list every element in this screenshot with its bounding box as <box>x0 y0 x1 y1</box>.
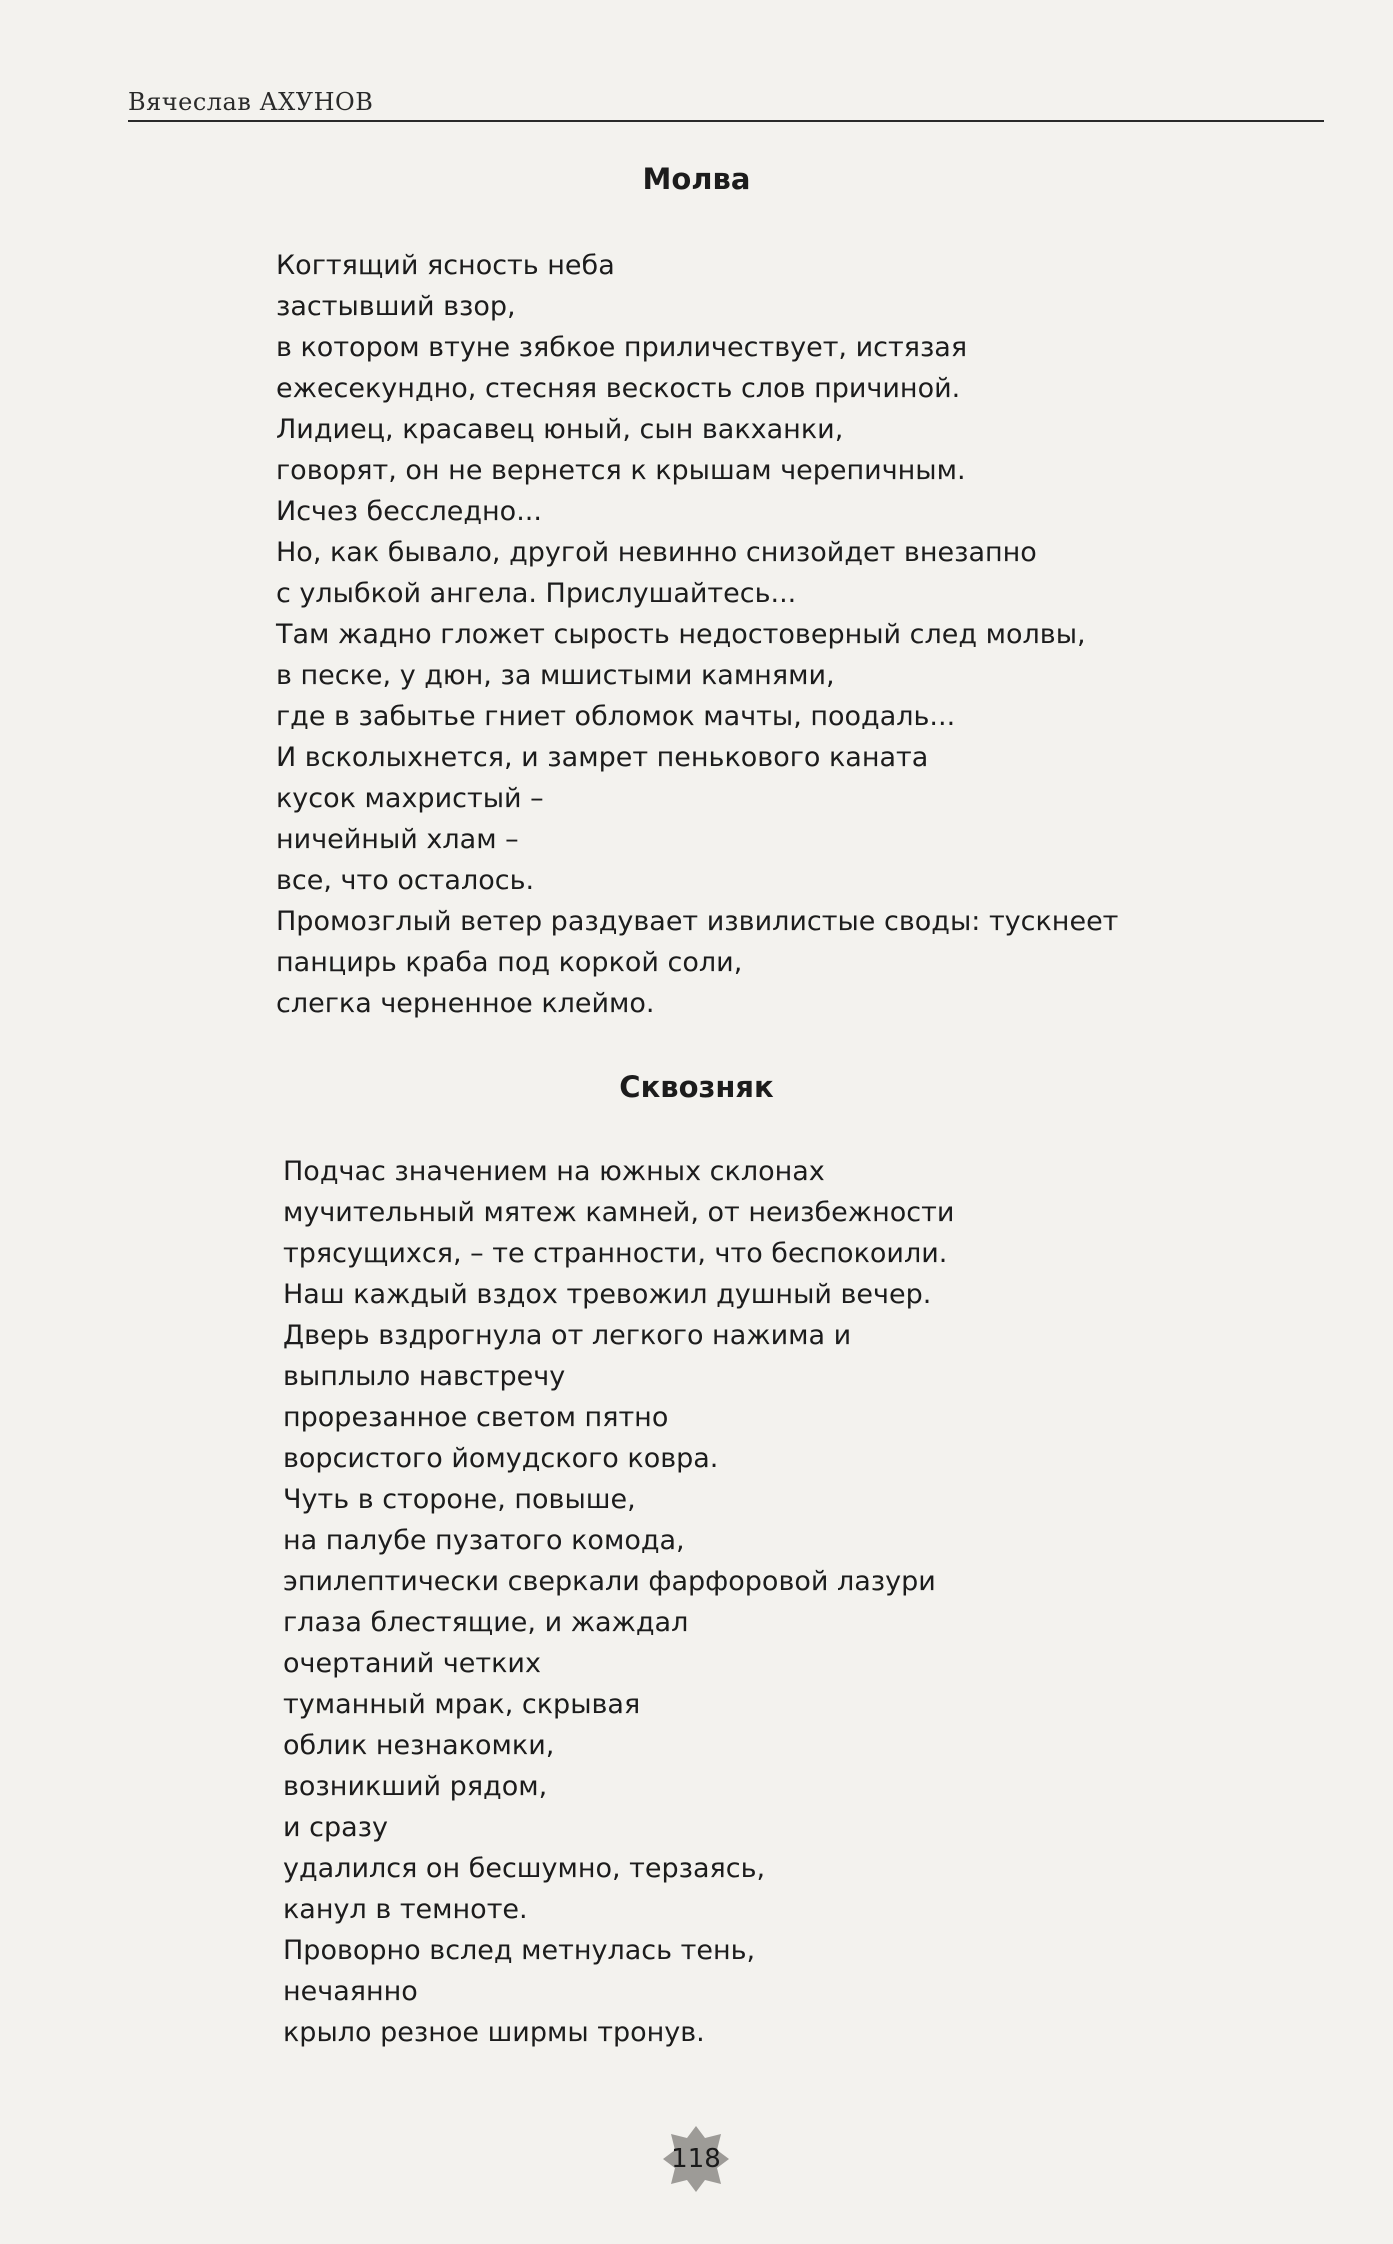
poem-line: Наш каждый вздох тревожил душный вечер. <box>283 1279 932 1310</box>
poem-line: в котором втуне зябкое приличествует, истязая <box>276 332 968 363</box>
poem-line: Но, как бывало, другой невинно снизойдет внезапно <box>276 537 1037 568</box>
poem-line: трясущихся, – те странности, что беспокоили. <box>283 1238 948 1269</box>
poem-line: Проворно вслед метнулась тень, <box>283 1935 756 1966</box>
poem-line: канул в темноте. <box>283 1894 528 1925</box>
poem-molva <box>276 245 1118 1024</box>
author-name: Вячеслав АХУНОВ <box>128 88 374 116</box>
poem-line: слегка черненное клеймо. <box>276 988 655 1019</box>
poem-line: ежесекундно, стесняя вескость слов причиной. <box>276 373 961 404</box>
poem-line: все, что осталось. <box>276 865 535 896</box>
poem-line: Когтящий ясность неба <box>276 250 615 281</box>
poem-line: ворсистого йомудского ковра. <box>283 1443 719 1474</box>
page-number-badge <box>661 2124 731 2194</box>
page-number: 118 <box>671 2144 721 2174</box>
poem-line: говорят, он не вернется к крышам черепичным. <box>276 455 966 486</box>
poem-line: И всколыхнется, и замрет пенькового каната <box>276 742 929 773</box>
poem-line: ничейный хлам – <box>276 824 519 855</box>
poem-line: Исчез бесследно... <box>276 496 542 527</box>
poem-line: на палубе пузатого комода, <box>283 1525 685 1556</box>
poem-line: выплыло навстречу <box>283 1361 566 1392</box>
poem-line: кусок махристый – <box>276 783 544 814</box>
poem-line: возникший рядом, <box>283 1771 548 1802</box>
poem-line: Чуть в стороне, повыше, <box>283 1484 636 1515</box>
poem-line: эпилептически сверкали фарфоровой лазури <box>283 1566 936 1597</box>
poem-line: крыло резное ширмы тронув. <box>283 2017 705 2048</box>
poem-line: облик незнакомки, <box>283 1730 555 1761</box>
poem-line: прорезанное светом пятно <box>283 1402 669 1433</box>
poem-line: Дверь вздрогнула от легкого нажима и <box>283 1320 852 1351</box>
poem-title-skvoznyak: Сквозняк <box>619 1070 774 1104</box>
poem-line: Промозглый ветер раздувает извилистые своды: тускнеет <box>276 906 1119 937</box>
poem-line: мучительный мятеж камней, от неизбежности <box>283 1197 955 1228</box>
poem-title-molva: Молва <box>642 162 751 196</box>
poem-line: в песке, у дюн, за мшистыми камнями, <box>276 660 835 691</box>
poem-line: очертаний четких <box>283 1648 541 1679</box>
poem-line: с улыбкой ангела. Прислушайтесь... <box>276 578 797 609</box>
poem-line: туманный мрак, скрывая <box>283 1689 641 1720</box>
poem-line: Лидиец, красавец юный, сын вакханки, <box>276 414 844 445</box>
poem-line: Там жадно гложет сырость недостоверный след молвы, <box>276 619 1086 650</box>
poem-line: где в забытье гниет обломок мачты, поодаль... <box>276 701 956 732</box>
poem-line: панцирь краба под коркой соли, <box>276 947 743 978</box>
poem-line: удалился он бесшумно, терзаясь, <box>283 1853 766 1884</box>
running-header <box>128 88 1324 122</box>
poem-line: нечаянно <box>283 1976 418 2007</box>
poem-skvoznyak <box>283 1151 954 2053</box>
poem-line: застывший взор, <box>276 291 516 322</box>
poem-line: глаза блестящие, и жаждал <box>283 1607 689 1638</box>
poem-line: Подчас значением на южных склонах <box>283 1156 825 1187</box>
poem-line: и сразу <box>283 1812 388 1843</box>
